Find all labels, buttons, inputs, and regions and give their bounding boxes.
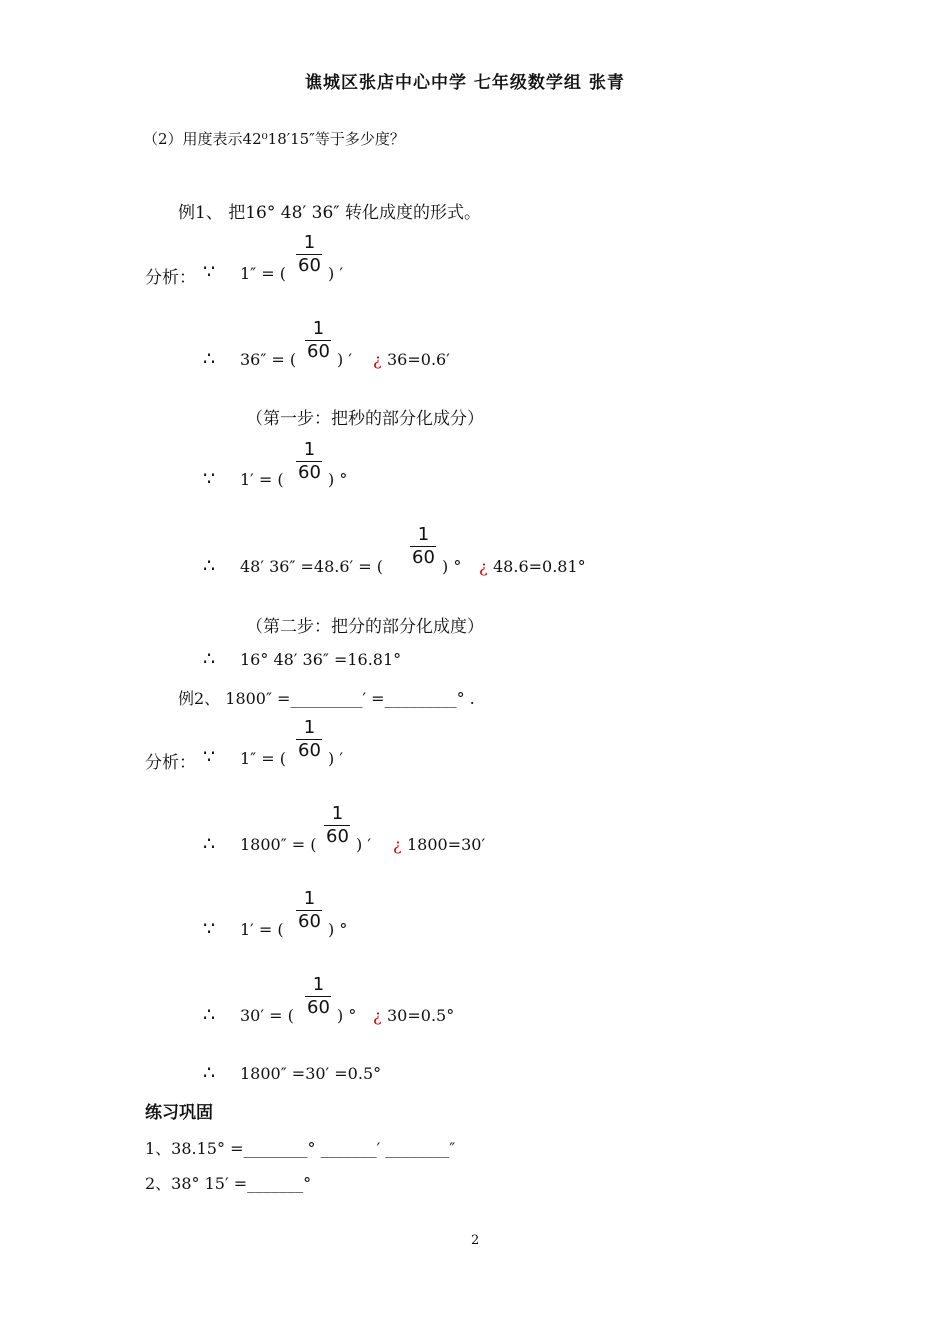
fraction [305,318,332,363]
example-1-title: 例1、 把16° 48′ 36″ 转化成度的形式。 [178,203,482,223]
fraction [296,439,323,484]
line10: 1800″ =30′ =0.5° [240,1064,382,1083]
therefore-symbol: ∴ [203,1004,216,1026]
fraction-denominator: 60 [307,341,330,362]
because-symbol: ∵ [203,918,216,940]
fraction-numerator: 1 [303,888,316,909]
analysis-label: 分析： [145,753,196,773]
line2-suffix: ) ′ [337,350,352,369]
line7-suffix: ) ′ [356,835,371,854]
practice-question-1: 1、38.15° =________° _______′ ________″ [145,1139,456,1158]
practice-title: 练习巩固 [145,1103,213,1123]
fraction [305,974,332,1019]
fraction-numerator: 1 [331,803,344,824]
line2-result: 36=0.6′ [387,350,450,369]
fraction-denominator: 60 [298,462,321,483]
fraction-numerator: 1 [303,717,316,738]
fraction-numerator: 1 [417,524,430,545]
line7-prefix: 1800″ = ( [240,835,317,854]
fraction [324,803,351,848]
because-symbol: ∵ [203,261,216,283]
therefore-symbol: ∴ [203,555,216,577]
fraction [296,232,323,277]
line5: 16° 48′ 36″ =16.81° [240,650,402,669]
analysis-label: 分析： [145,268,196,288]
page-number: 2 [471,1233,480,1248]
line9-prefix: 30′ = ( [240,1006,294,1025]
fraction-denominator: 60 [298,911,321,932]
line7-result: 1800=30′ [407,835,486,854]
therefore-symbol: ∴ [203,348,216,370]
example-2: 例2、 1800″ =_________′ =_________° . [178,689,475,708]
line3-suffix: ) ° [328,470,348,489]
line8-prefix: 1′ = ( [240,920,284,939]
fraction [296,888,323,933]
fraction-denominator: 60 [298,740,321,761]
fraction-numerator: 1 [303,232,316,253]
line9-suffix: ) ° [337,1006,357,1025]
line3-prefix: 1′ = ( [240,470,284,489]
fraction [296,717,323,762]
line4-result: 48.6=0.81° [493,557,586,576]
line4-prefix: 48′ 36″ =48.6′ = ( [240,557,383,576]
fraction-denominator: 60 [412,547,435,568]
line1-suffix: ) ′ [328,264,343,283]
fraction-numerator: 1 [312,974,325,995]
line4-suffix: ) ° [442,557,462,576]
line8-suffix: ) ° [328,920,348,939]
multiply-mark: ¿ [373,1006,382,1025]
multiply-mark: ¿ [373,350,382,369]
therefore-symbol: ∴ [203,648,216,670]
fraction-denominator: 60 [326,826,349,847]
therefore-symbol: ∴ [203,1062,216,1084]
therefore-symbol: ∴ [203,833,216,855]
question-2: （2）用度表示42⁰18′15″等于多少度？ [143,130,405,148]
fraction-denominator: 60 [307,997,330,1018]
fraction-numerator: 1 [312,318,325,339]
fraction [410,524,437,569]
fraction-denominator: 60 [298,255,321,276]
fraction-numerator: 1 [303,439,316,460]
because-symbol: ∵ [203,746,216,768]
because-symbol: ∵ [203,468,216,490]
practice-question-2: 2、38° 15′ =_______° [145,1174,312,1193]
line2-prefix: 36″ = ( [240,350,297,369]
line6-suffix: ) ′ [328,749,343,768]
page-header: 谯城区张店中心中学 七年级数学组 张青 [305,73,625,93]
step-1-note: （第一步：把秒的部分化成分） [246,409,484,429]
line6-prefix: 1″ = ( [240,749,286,768]
multiply-mark: ¿ [479,557,488,576]
line1-prefix: 1″ = ( [240,264,286,283]
step-2-note: （第二步：把分的部分化成度） [246,617,484,637]
line9-result: 30=0.5° [387,1006,455,1025]
multiply-mark: ¿ [393,835,402,854]
